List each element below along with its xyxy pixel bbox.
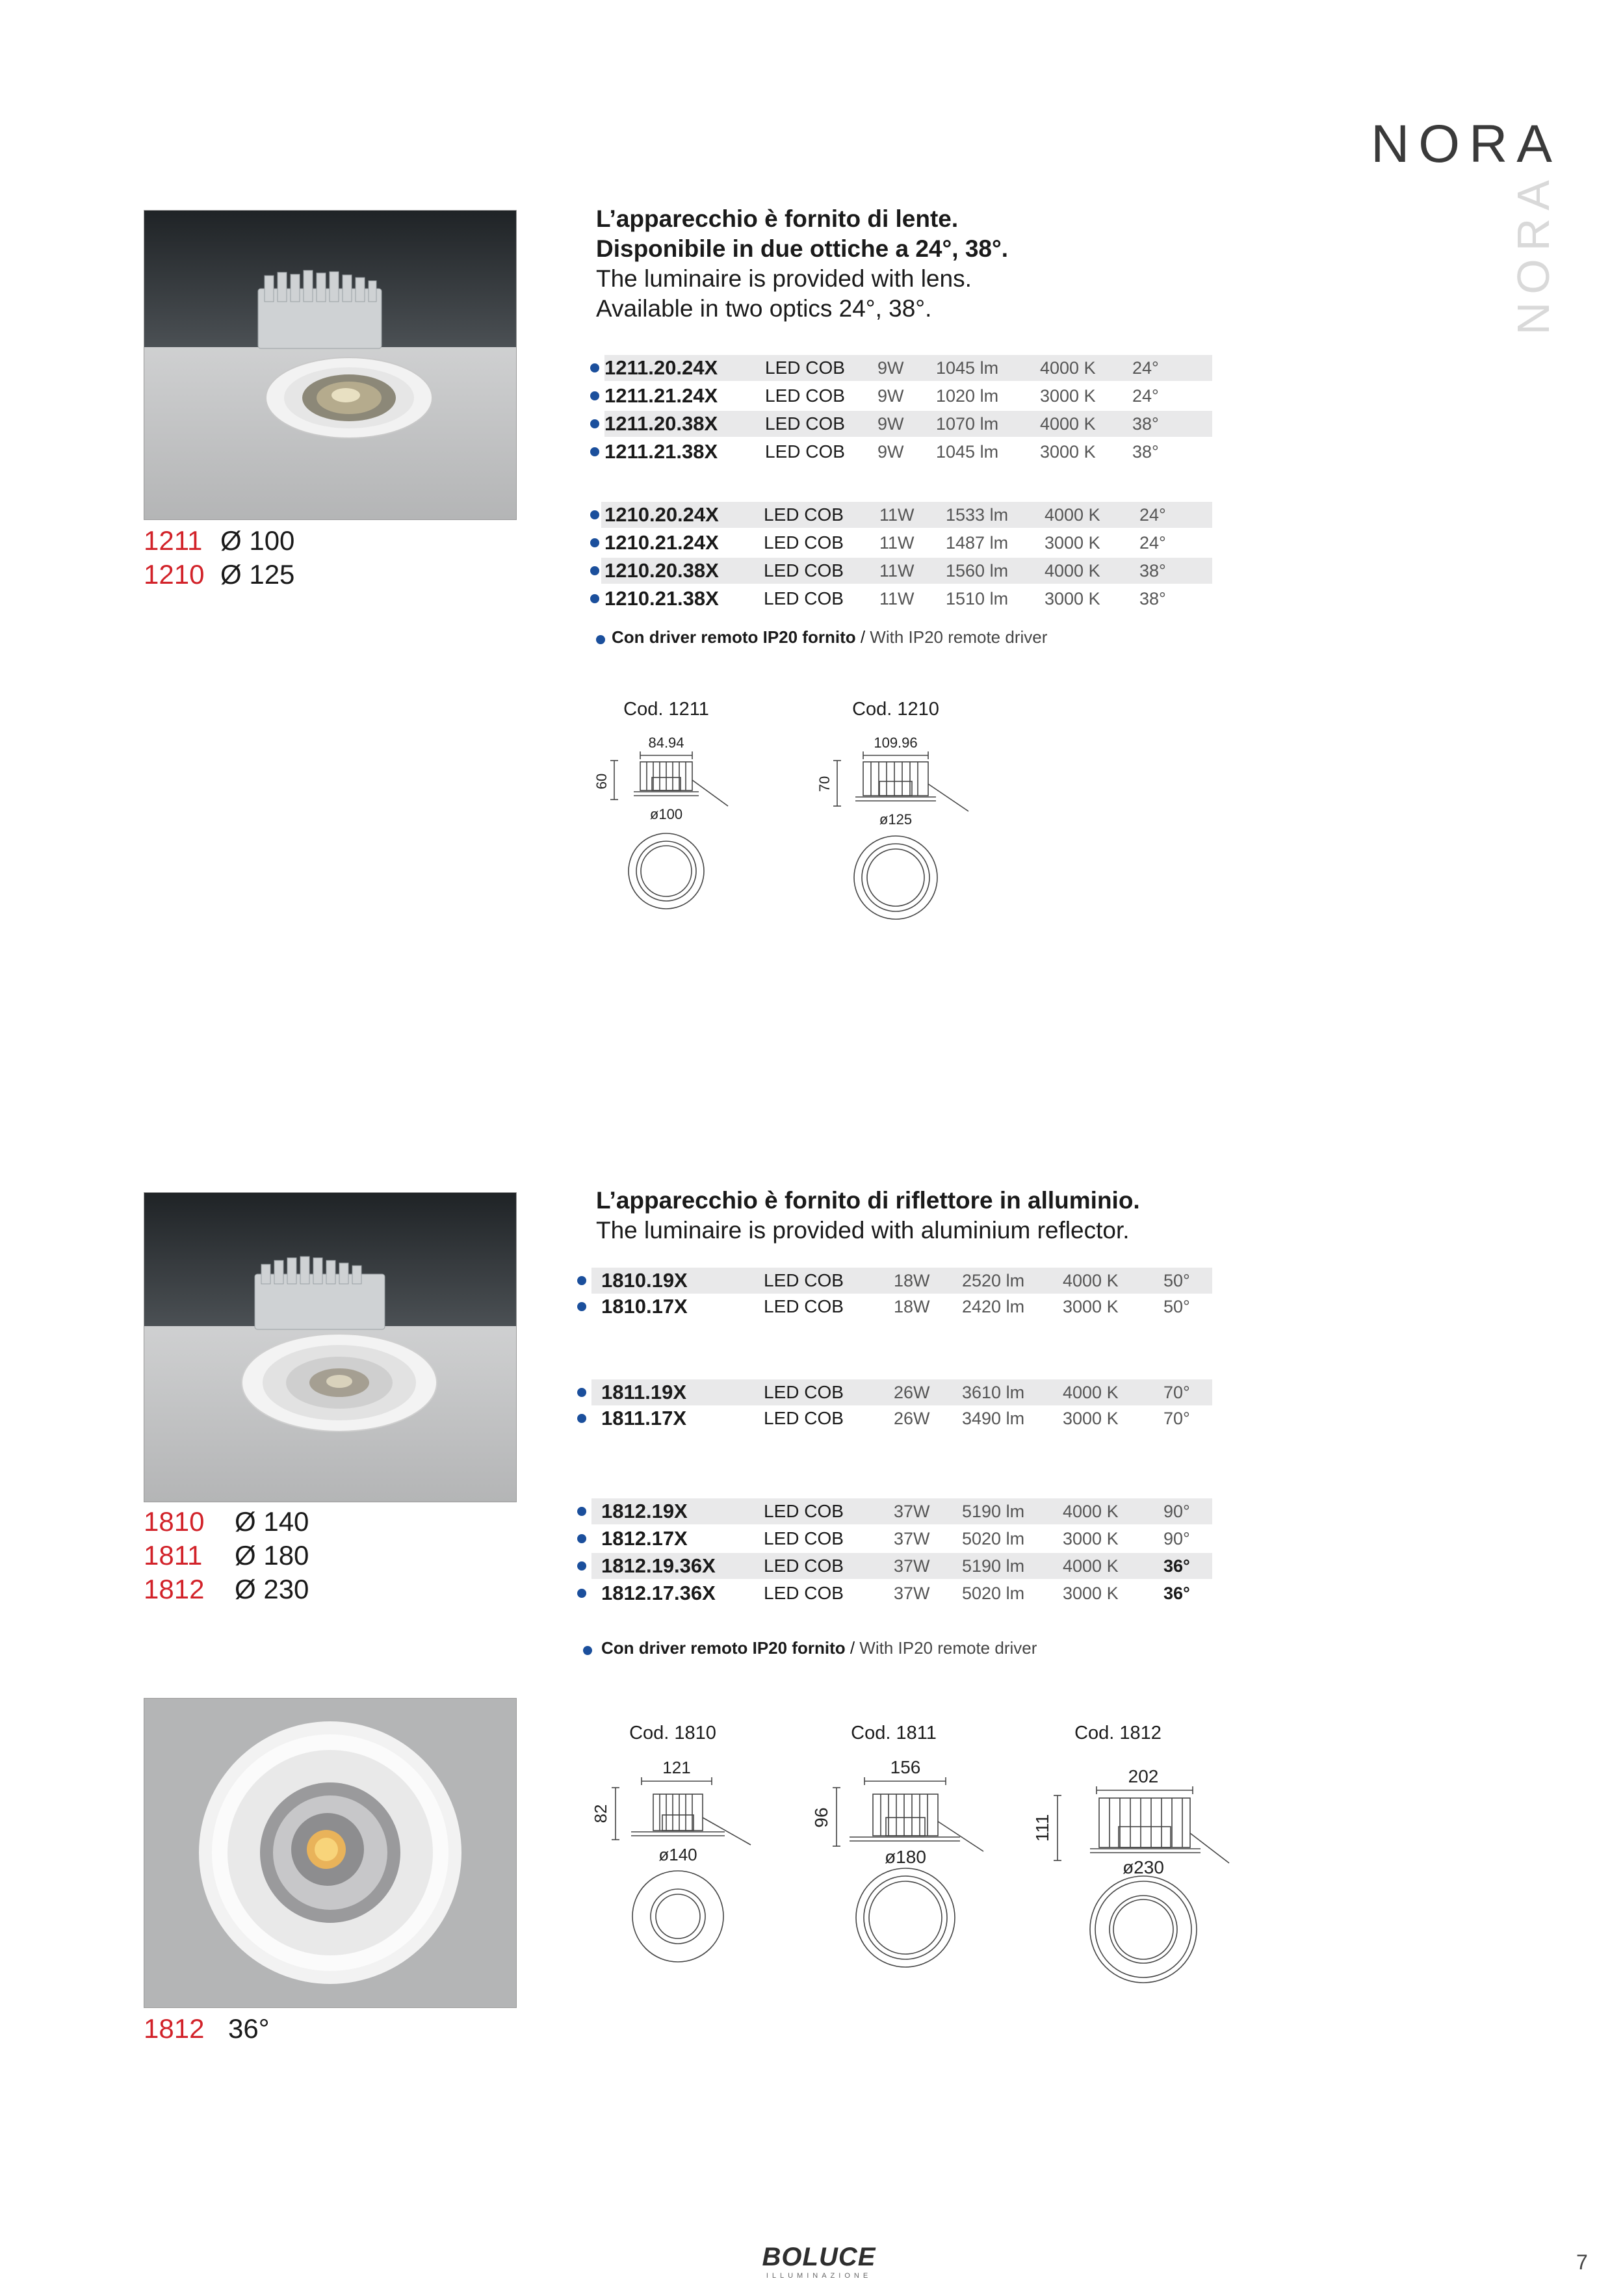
power: 18W — [894, 1297, 930, 1316]
bullet-icon — [577, 1507, 586, 1516]
light-source: LED COB — [764, 1528, 844, 1548]
luminous-flux: 2520 lm — [962, 1271, 1025, 1290]
label-row — [144, 1539, 309, 1572]
label-row — [144, 1572, 309, 1606]
drawing-code-1810: Cod. 1810 — [629, 1723, 716, 1743]
beam-angle: 36° — [1163, 1584, 1190, 1603]
product-diameter: Ø 180 — [235, 1540, 309, 1571]
bullet-icon — [590, 419, 599, 428]
spec-row — [604, 411, 1212, 437]
brand-logo — [760, 2243, 877, 2280]
beam-angle: 38° — [1132, 414, 1159, 434]
dimension-diameter: ø230 — [1123, 1857, 1164, 1877]
power: 11W — [879, 589, 915, 608]
spec-row — [591, 1553, 1212, 1579]
beam-angle: 50° — [1163, 1271, 1190, 1290]
product-labels-1 — [144, 524, 294, 592]
luminous-flux: 1560 lm — [946, 561, 1009, 581]
beam-angle: 24° — [1139, 533, 1166, 553]
beam-angle: 38° — [1139, 589, 1166, 608]
bullet-icon — [577, 1534, 586, 1543]
product-label-1812-36 — [144, 2012, 270, 2046]
color-temperature: 4000 K — [1045, 561, 1100, 581]
product-code: 1211 — [144, 525, 203, 556]
luminous-flux: 1045 lm — [936, 358, 999, 378]
beam-angle: 70° — [1163, 1409, 1190, 1428]
light-source: LED COB — [764, 1296, 844, 1316]
beam-angle: 38° — [1132, 442, 1159, 462]
article-code: 1211.20.38X — [604, 412, 718, 435]
dimension-width: 84.94 — [648, 735, 684, 751]
drawing-code-1211: Cod. 1211 — [623, 699, 709, 720]
bullet-icon — [590, 510, 599, 519]
article-code: 1211.20.24X — [604, 356, 718, 379]
article-code: 1210.21.38X — [604, 587, 719, 610]
light-source: LED COB — [764, 532, 844, 553]
luminaire-illustration — [144, 1193, 516, 1502]
dimension-width: 202 — [1128, 1766, 1159, 1786]
beam-angle: 38° — [1139, 561, 1166, 581]
color-temperature: 4000 K — [1040, 358, 1096, 378]
color-temperature: 4000 K — [1063, 1556, 1119, 1576]
light-source: LED COB — [764, 1382, 844, 1402]
spec-row — [604, 383, 1212, 409]
luminous-flux: 5190 lm — [962, 1556, 1025, 1576]
intro-en-line-1: The luminaire is provided with lens. — [596, 265, 972, 292]
note-separator: / — [845, 1638, 860, 1658]
bullet-icon — [577, 1388, 586, 1397]
article-code: 1812.17.36X — [601, 1582, 716, 1604]
color-temperature: 3000 K — [1063, 1409, 1119, 1428]
note-en: With IP20 remote driver — [859, 1638, 1037, 1658]
color-temperature: 3000 K — [1063, 1297, 1119, 1316]
beam-angle: 24° — [1139, 505, 1166, 525]
spec-row — [591, 1526, 1212, 1552]
intro-it: L’apparecchio è fornito di riflettore in alluminio. — [596, 1187, 1140, 1214]
spec-row — [601, 530, 1212, 556]
color-temperature: 4000 K — [1063, 1502, 1119, 1521]
dimension-height: 111 — [1032, 1814, 1052, 1842]
dimension-width: 121 — [662, 1758, 691, 1777]
product-code: 1812 — [144, 1574, 205, 1604]
color-temperature: 3000 K — [1040, 442, 1096, 462]
bullet-icon — [577, 1589, 586, 1598]
light-source: LED COB — [764, 1408, 844, 1428]
beam-angle: 90° — [1163, 1529, 1190, 1548]
power: 11W — [879, 533, 915, 553]
intro-it-line-2: Disponibile in due ottiche a 24°, 38°. — [596, 235, 1009, 262]
light-source: LED COB — [764, 1270, 844, 1290]
bullet-icon — [590, 447, 599, 456]
label-row — [144, 558, 294, 592]
beam-angle: 24° — [1132, 386, 1159, 406]
power: 11W — [879, 505, 915, 525]
luminous-flux: 1020 lm — [936, 386, 999, 406]
section1-intro — [596, 204, 1181, 324]
dimension-diameter: ø100 — [649, 806, 683, 822]
power: 18W — [894, 1271, 930, 1290]
brand-subtitle: ILLUMINAZIONE — [766, 2272, 872, 2280]
beam-angle: 36° — [1163, 1556, 1190, 1576]
spec-row — [604, 355, 1212, 381]
dimension-diameter: ø140 — [658, 1845, 697, 1864]
driver-note-2 — [583, 1638, 1037, 1658]
article-code: 1812.17X — [601, 1527, 688, 1550]
power: 26W — [894, 1409, 930, 1428]
color-temperature: 4000 K — [1063, 1271, 1119, 1290]
technical-drawing-1812 — [1032, 1749, 1232, 1976]
bullet-icon — [590, 363, 599, 372]
bullet-icon — [577, 1276, 586, 1285]
product-labels-2 — [144, 1505, 309, 1606]
power: 37W — [894, 1584, 930, 1603]
power: 37W — [894, 1529, 930, 1548]
bullet-icon — [577, 1414, 586, 1423]
technical-drawing-1811 — [811, 1749, 991, 1970]
spec-row — [591, 1405, 1212, 1431]
product-code: 1811 — [144, 1540, 203, 1571]
luminous-flux: 1533 lm — [946, 505, 1009, 525]
technical-drawing-1211 — [595, 728, 744, 923]
light-source: LED COB — [764, 1583, 844, 1603]
label-row — [144, 524, 294, 558]
beam-angle: 70° — [1163, 1383, 1190, 1402]
luminous-flux: 1045 lm — [936, 442, 999, 462]
article-code: 1810.19X — [601, 1269, 688, 1292]
label-row — [144, 1505, 309, 1539]
drawing-code-1811: Cod. 1811 — [851, 1723, 937, 1743]
product-photo-1812-36 — [144, 1698, 517, 2008]
section2-intro — [596, 1186, 1246, 1246]
dimension-height: 70 — [816, 776, 833, 792]
color-temperature: 3000 K — [1063, 1529, 1119, 1548]
spec-row — [604, 439, 1212, 465]
power: 9W — [877, 358, 904, 378]
color-temperature: 3000 K — [1045, 533, 1100, 553]
dimension-diameter: ø125 — [879, 811, 913, 828]
product-code: 1812 — [144, 2013, 205, 2044]
intro-en-line-2: Available in two optics 24°, 38°. — [596, 295, 932, 322]
beam-angle: 50° — [1163, 1297, 1190, 1316]
light-source: LED COB — [765, 441, 845, 462]
article-code: 1812.19X — [601, 1500, 688, 1522]
power: 9W — [877, 442, 904, 462]
series-title: NORA — [1371, 114, 1561, 174]
note-it: Con driver remoto IP20 fornito — [612, 627, 856, 647]
bullet-icon — [590, 594, 599, 603]
light-source: LED COB — [764, 1556, 844, 1576]
product-code: 1210 — [144, 559, 205, 590]
article-code: 1810.17X — [601, 1295, 688, 1318]
light-source: LED COB — [765, 358, 845, 378]
light-source: LED COB — [764, 1501, 844, 1521]
spec-row — [601, 558, 1212, 584]
dimension-height: 82 — [591, 1804, 610, 1823]
note-separator: / — [855, 627, 870, 647]
luminous-flux: 1070 lm — [936, 414, 999, 434]
power: 11W — [879, 561, 915, 581]
note-en: With IP20 remote driver — [870, 627, 1048, 647]
power: 26W — [894, 1383, 930, 1402]
bullet-icon — [590, 538, 599, 547]
article-code: 1210.20.24X — [604, 503, 719, 526]
spec-row — [601, 586, 1212, 612]
luminaire-front-illustration — [144, 1699, 516, 2007]
technical-drawing-1810 — [591, 1749, 764, 1963]
product-photo-1810-1812 — [144, 1192, 517, 1502]
beam-angle: 90° — [1163, 1502, 1190, 1521]
luminous-flux: 5190 lm — [962, 1502, 1025, 1521]
article-code: 1210.20.38X — [604, 559, 719, 582]
luminaire-illustration — [144, 211, 516, 519]
article-code: 1811.17X — [601, 1407, 687, 1429]
driver-note-1 — [596, 627, 1047, 647]
luminous-flux: 3490 lm — [962, 1409, 1025, 1428]
technical-drawing-1210 — [818, 728, 987, 936]
light-source: LED COB — [764, 588, 844, 608]
drawing-code-1210: Cod. 1210 — [852, 699, 939, 720]
product-angle: 36° — [228, 2013, 270, 2044]
color-temperature: 3000 K — [1045, 589, 1100, 608]
article-code: 1210.21.24X — [604, 531, 719, 554]
beam-angle: 24° — [1132, 358, 1159, 378]
luminous-flux: 1487 lm — [946, 533, 1009, 553]
luminous-flux: 2420 lm — [962, 1297, 1025, 1316]
color-temperature: 4000 K — [1045, 505, 1100, 525]
product-code: 1810 — [144, 1506, 205, 1537]
luminous-flux: 3610 lm — [962, 1383, 1025, 1402]
product-diameter: Ø 230 — [235, 1574, 309, 1604]
bullet-icon — [590, 566, 599, 575]
light-source: LED COB — [764, 560, 844, 581]
bullet-icon — [577, 1561, 586, 1571]
spec-row — [591, 1498, 1212, 1524]
luminous-flux: 5020 lm — [962, 1584, 1025, 1603]
bullet-icon — [596, 635, 605, 644]
drawing-code-1812: Cod. 1812 — [1074, 1723, 1162, 1743]
power: 37W — [894, 1502, 930, 1521]
luminous-flux: 1510 lm — [946, 589, 1009, 608]
bullet-icon — [590, 391, 599, 400]
color-temperature: 4000 K — [1063, 1383, 1119, 1402]
product-diameter: Ø 140 — [235, 1506, 309, 1537]
light-source: LED COB — [765, 385, 845, 406]
series-title-vertical: NORA — [1508, 172, 1559, 335]
product-diameter: Ø 100 — [220, 525, 295, 556]
light-source: LED COB — [764, 504, 844, 525]
spec-row — [591, 1294, 1212, 1320]
bullet-icon — [577, 1302, 586, 1311]
color-temperature: 3000 K — [1040, 386, 1096, 406]
light-source: LED COB — [765, 413, 845, 434]
spec-row — [591, 1379, 1212, 1405]
product-diameter: Ø 125 — [220, 559, 295, 590]
intro-it-line-1: L’apparecchio è fornito di lente. — [596, 205, 959, 232]
spec-row — [591, 1580, 1212, 1606]
power: 37W — [894, 1556, 930, 1576]
intro-en: The luminaire is provided with aluminium reflector. — [596, 1217, 1130, 1244]
product-photo-1211-1210 — [144, 210, 517, 520]
dimension-height: 60 — [593, 773, 610, 790]
page-number: 7 — [1576, 2250, 1588, 2274]
power: 9W — [877, 414, 904, 434]
dimension-height: 96 — [811, 1807, 831, 1828]
brand-name: BOLUCE — [762, 2243, 876, 2271]
bullet-icon — [583, 1646, 592, 1655]
dimension-diameter: ø180 — [885, 1847, 926, 1867]
article-code: 1811.19X — [601, 1381, 687, 1403]
spec-row — [591, 1268, 1212, 1294]
color-temperature: 4000 K — [1040, 414, 1096, 434]
color-temperature: 3000 K — [1063, 1584, 1119, 1603]
article-code: 1812.19.36X — [601, 1554, 716, 1577]
article-code: 1211.21.24X — [604, 384, 718, 407]
dimension-width: 156 — [890, 1757, 921, 1777]
luminous-flux: 5020 lm — [962, 1529, 1025, 1548]
spec-row — [601, 502, 1212, 528]
article-code: 1211.21.38X — [604, 440, 718, 463]
power: 9W — [877, 386, 904, 406]
note-it: Con driver remoto IP20 fornito — [601, 1638, 846, 1658]
dimension-width: 109.96 — [874, 735, 918, 751]
